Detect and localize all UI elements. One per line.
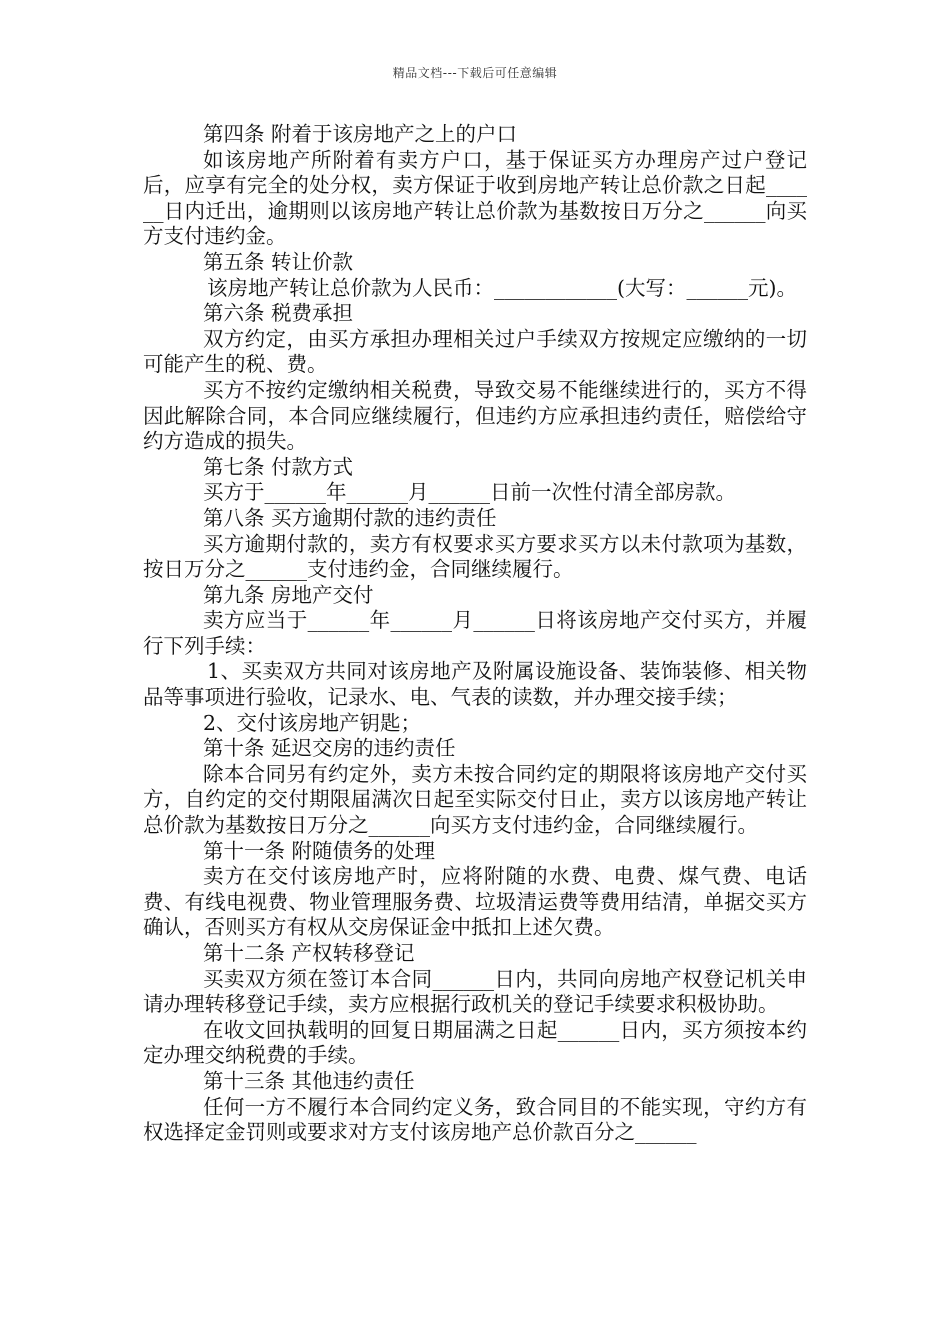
- article-7-heading: 第七条 付款方式: [203, 454, 354, 479]
- article-5-text: 该房地产转让总价款为人民币：____________(大写：______元)。: [207, 275, 797, 300]
- article-11-text: 卖方在交付该房地产时，应将附随的水费、电费、煤气费、电话费、有线电视费、物业管理服务费、垃圾清运费等费用结清，单据交买方确认，否则买方有权从交房保证金中抵扣上述欠费。: [143, 864, 807, 940]
- article-13-text: 任何一方不履行本合同约定义务，致合同目的不能实现，守约方有权选择定金罚则或要求对方支付该房地产总价款百分之______: [143, 1094, 807, 1145]
- page-header: 精品文档---下载后可任意编辑: [392, 66, 558, 80]
- article-9-item-2: 2、交付该房地产钥匙；: [203, 710, 422, 735]
- article-6-text-2: 买方不按约定缴纳相关税费，导致交易不能继续进行的，买方不得因此解除合同，本合同应继续履行，但违约方应承担违约责任，赔偿给守约方造成的损失。: [143, 377, 807, 454]
- article-12-text-1: 买卖双方须在签订本合同______日内，共同向房地产权登记机关申请办理转移登记手续，卖方应根据行政机关的登记手续要求积极协助。: [143, 966, 807, 1017]
- article-9-item-1: 1、买卖双方共同对该房地产及附属设施设备、装饰装修、相关物品等事项进行验收，记录水、电、气表的读数，并办理交接手续；: [143, 659, 807, 710]
- article-7-text: 买方于______年______月______日前一次性付清全部房款。: [203, 480, 736, 505]
- article-6-heading: 第六条 税费承担: [203, 301, 354, 326]
- article-9-text: 卖方应当于______年______月______日将该房地产交付买方，并履行下列手续：: [143, 608, 807, 658]
- article-13-heading: 第十三条 其他违约责任: [203, 1068, 415, 1093]
- article-4-text: 如该房地产所附着有卖方户口，基于保证买方办理房产过户登记后，应享有完全的处分权，卖方保证于收到房地产转让总价款之日起______日内迁出，逾期则以该房地产转让总价款为基数按日万分之______向买方支付违约金。: [143, 147, 807, 249]
- article-10-heading: 第十条 延迟交房的违约责任: [203, 736, 456, 761]
- article-9-heading: 第九条 房地产交付: [203, 582, 374, 607]
- article-8-text: 买方逾期付款的，卖方有权要求买方要求买方以未付款项为基数，按日万分之______支付违约金，合同继续履行。: [143, 531, 807, 582]
- article-10-text: 除本合同另有约定外，卖方未按合同约定的期限将该房地产交付买方，自约定的交付期限届满次日起至实际交付日止，卖方以该房地产转让总价款为基数按日万分之______向买方支付违约金，合同继续履行。: [143, 761, 807, 838]
- article-5-heading: 第五条 转让价款: [203, 249, 354, 274]
- article-11-heading: 第十一条 附随债务的处理: [203, 838, 436, 863]
- article-4-heading: 第四条 附着于该房地产之上的户口: [203, 122, 518, 146]
- article-12-text-2: 在收文回执载明的回复日期届满之日起______日内，买方须按本约定办理交纳税费的手续。: [143, 1017, 807, 1068]
- article-6-text-1: 双方约定，由买方承担办理相关过户手续双方按规定应缴纳的一切可能产生的税、费。: [143, 326, 807, 377]
- article-12-heading: 第十二条 产权转移登记: [203, 941, 415, 965]
- document-body: [143, 122, 807, 1146]
- article-8-heading: 第八条 买方逾期付款的违约责任: [203, 505, 497, 530]
